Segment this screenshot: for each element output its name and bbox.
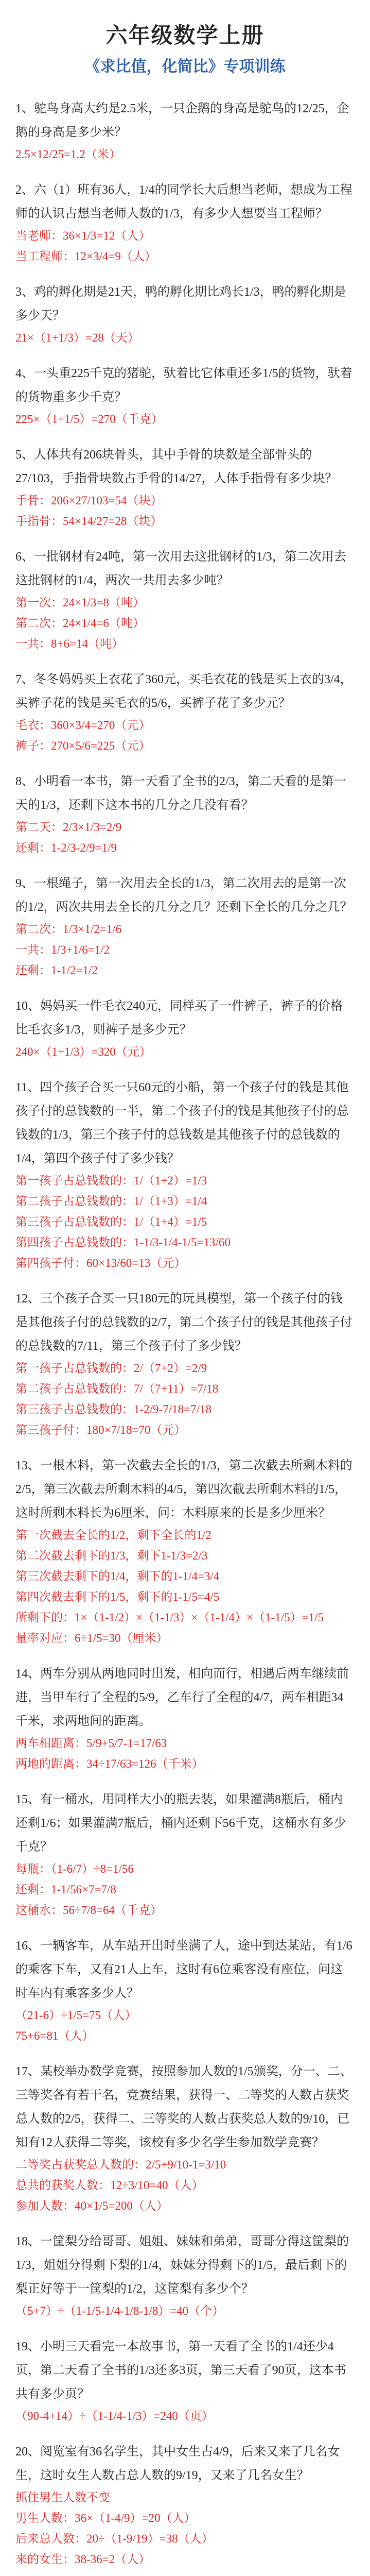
problem-answer: 第三次截去剩下的1/4，剩下的1-1/4=3/4 <box>15 1570 220 1583</box>
problem-answer: 第四孩子付：60×13/60=13（元） <box>15 1257 186 1269</box>
problem-question: 10、妈妈买一件毛衣240元，同样买了一件裤子，裤子的价格比毛衣多1/3，则裤子是多少元？ <box>15 999 343 1037</box>
problem-answer: 参加人数：40×1/5=200（人） <box>15 2199 168 2212</box>
problem-item <box>15 545 355 668</box>
problem-question: 16、一辆客车，从车站开出时坐满了人，途中到达某站，有1/6的乘客下车，又有21人上车，这时有6位乘客没有座位，问这时车内有乘客多少人？ <box>15 1939 353 2000</box>
problem-answer: 手指骨：54×14/27=28（块） <box>15 515 163 528</box>
problem-answer: （5+7）÷（1-1/5-1/4-1/8-1/8）=40（个） <box>15 2304 224 2317</box>
problem-question: 6、一批钢材有24吨，第一次用去这批钢材的1/3，第二次用去这批钢材的1/4，两次一共用去多少吨？ <box>15 550 346 587</box>
problem-answer: 裤子：270×5/6=225（元） <box>15 739 151 752</box>
spacer <box>15 2427 355 2440</box>
spacer <box>15 2046 355 2060</box>
problem-item <box>15 2060 355 2230</box>
problem-item <box>15 97 355 178</box>
spacer <box>15 2321 355 2335</box>
problem-answer: （90-4+14）÷（1-1/4-1/3）=240（页） <box>15 2410 214 2422</box>
problem-answer: 两地的距离：34÷17/63=126（千米） <box>15 1757 204 1770</box>
problem-answer: 当老师：36×1/3=12（人） <box>15 229 151 242</box>
problem-answer: 225×（1+1/5）=270（千克） <box>15 413 163 426</box>
spacer <box>15 1774 355 1788</box>
problem-answer: 第四次截去剩下的1/5，剩下的1-1/5=4/5 <box>15 1590 220 1603</box>
problem-question: 17、某校举办数学竞赛，按照参加人数的1/5颁奖，分一、二、三等奖各有若干名，竞赛结果，获得一、二等奖的人数占获奖总人数的2/5，获得二、三等奖的人数占获奖总人数的9/10，已知有12人获得二等奖，该校有多少名学生参加数学竞赛？ <box>15 2065 353 2149</box>
problem-item <box>15 362 355 443</box>
problem-answer: 来的女生：38-36=2（人） <box>15 2553 151 2566</box>
spacer <box>15 981 355 994</box>
spacer <box>15 1062 355 1076</box>
problem-item <box>15 668 355 770</box>
problem-question: 5、人体共有206块骨头，其中手骨的块数是全部骨头的27/103，手指骨块数占手骨的14/27，人体手指骨有多少块？ <box>15 448 338 485</box>
spacer <box>15 165 355 178</box>
problem-question: 14、两车分别从两地同时出发，相向而行，相遇后两车继续前进，当甲车行了全程的5/9，乙车行了全程的4/7，两车相距34千米，求两地间的距离。 <box>15 1667 349 1728</box>
problem-answer: 毛衣：360×3/4=270（元） <box>15 719 151 732</box>
spacer <box>15 2570 355 2576</box>
problem-answer: 第二孩子占总钱数的：1/（1+3）=1/4 <box>15 1195 207 1208</box>
problem-answer: 第一次：24×1/3=8（吨） <box>15 596 145 609</box>
problem-question: 9、一根绳子，第一次用去全长的1/3，第二次用去的是第一次的1/2，两次共用去全长的几分之几？还剩下全长的几分之几？ <box>15 877 353 914</box>
problem-answer: 第二次：1/3×1/2=1/6 <box>15 923 122 936</box>
spacer <box>15 858 355 872</box>
problem-answer: 第二次：24×1/4=6（吨） <box>15 617 145 630</box>
problem-answer: 第一次截去全长的1/2，剩下全长的1/2 <box>15 1529 212 1541</box>
problem-answer: 这桶水：56÷7/8=64（千克） <box>15 1904 162 1917</box>
problem-answer: 所剩下的：1×（1-1/2）×（1-1/3）×（1-1/4）×（1-1/5）=1/5 <box>15 1611 324 1624</box>
problem-answer: 量率对应：6÷1/5=30（厘米） <box>15 1632 168 1645</box>
problem-question: 11、四个孩子合买一只60元的小船，第一个孩子付的钱是其他孩子付的总钱数的一半，第二个孩子付的钱是其他孩子付的总钱数的1/3，第三个孩子付的总钱数是其他孩子付的总钱数的1/4，第四个孩子付了多少钱？ <box>15 1081 349 1165</box>
problem-item <box>15 178 355 280</box>
problem-answer: 当工程师：12×3/4=9（人） <box>15 250 156 263</box>
problem-answer: 抓住男生人数不变 <box>15 2491 110 2504</box>
spacer <box>15 532 355 545</box>
spacer <box>15 756 355 770</box>
problem-question: 12、三个孩子合买一只180元的玩具模型，第一个孩子付的钱是其他孩子付的总钱数的2/7，第二个孩子付的钱是其他孩子付的总钱数的7/11，第三个孩子付了多少钱？ <box>15 1292 353 1353</box>
problem-answer: 还剩：1-1/2=1/2 <box>15 964 98 977</box>
problem-question: 18、一筐梨分给哥哥、姐姐、妹妹和弟弟，哥哥分得这筐梨的1/3，姐姐分得剩下梨的1/4，妹妹分得剩下的1/5，最后剩下的梨正好等于一筐梨的1/2，这筐梨有多少个？ <box>15 2235 349 2296</box>
spacer <box>15 1440 355 1454</box>
problem-answer: 一共：1/3+1/6=1/2 <box>15 943 110 956</box>
problem-question: 7、冬冬妈妈买上衣花了360元，买毛衣花的钱是买上衣的3/4，买裤子花的钱是买毛衣的5/6，买裤子花了多少元？ <box>15 673 353 710</box>
problem-answer: （21-6）÷1/5=75（人） <box>15 2009 137 2022</box>
problem-item <box>15 1454 355 1662</box>
problem-answer: 第一孩子占总钱数的：1/（1+2）=1/3 <box>15 1174 207 1187</box>
problem-answer: 21×（1+1/3）=28（天） <box>15 331 139 344</box>
problem-question: 19、小明三天看完一本故事书，第一天看了全书的1/4还少4页，第二天看了全书的1/3还多3页，第三天看了90页，这本书共有多少页？ <box>15 2340 346 2401</box>
page-subtitle: 《求比值，化简比》专项训练 <box>84 58 286 75</box>
problem-answer: 第二天：2/3×1/3=2/9 <box>15 821 122 834</box>
problem-answer: 每瓶：（1-6/7）÷8=1/56 <box>15 1862 134 1875</box>
problem-item <box>15 2230 355 2335</box>
problem-item <box>15 770 355 872</box>
problem-item <box>15 1788 355 1934</box>
problem-answer: 2.5×12/25=1.2（米） <box>15 148 121 161</box>
problem-item <box>15 1287 355 1454</box>
problem-question: 13、一根木料，第一次截去全长的1/3，第二次截去所剩木料的2/5，第三次截去所剩木料的4/5，第四次截去所剩木料的1/5，这时所剩木料长为6厘米，问：木料原来的长是多少厘米？ <box>15 1459 353 1520</box>
problem-question: 15、有一桶水，用同样大小的瓶去装，如果灌满8瓶后，桶内还剩1/6；如果灌满7瓶后，桶内还剩下56千克，这桶水有多少千克？ <box>15 1793 346 1854</box>
spacer <box>15 2216 355 2230</box>
problem-item <box>15 1934 355 2060</box>
problem-item <box>15 2335 355 2440</box>
problem-answer: 75+6=81（人） <box>15 2029 94 2042</box>
problem-item <box>15 2440 355 2576</box>
problem-item <box>15 872 355 994</box>
problem-question: 1、鸵鸟身高大约是2.5米，一只企鹅的身高是鸵鸟的12/25，企鹅的身高是多少米？ <box>15 102 349 139</box>
problem-question: 4、一头重225千克的猪驼，驮着比它体重还多1/5的货物，驮着的货物重多少千克？ <box>15 367 353 404</box>
problem-answer: 第二孩子占总钱数的：7/（7+11）=7/18 <box>15 1382 219 1395</box>
problem-item <box>15 1076 355 1287</box>
problem-item <box>15 1662 355 1788</box>
problem-item <box>15 280 355 362</box>
problem-answer: 手骨：206×27/103=54（块） <box>15 494 163 507</box>
problem-answer: 两车相距离：5/9+5/7-1=17/63 <box>15 1737 167 1750</box>
problem-question: 20、阅览室有36名学生，其中女生占4/9，后来又来了几名女生，这时女生人数占总人数的9/19，又来了几名女生？ <box>15 2445 340 2482</box>
problem-question: 2、六（1）班有36人，1/4的同学长大后想当老师，想成为工程师的认识占想当老师人数的1/3，有多少人想要当工程师？ <box>15 183 353 221</box>
spacer <box>15 1649 355 1662</box>
problem-answer: 240×（1+1/3）=320（元） <box>15 1045 151 1058</box>
spacer <box>15 348 355 362</box>
spacer <box>15 654 355 668</box>
problem-question: 3、鸡的孵化期是21天，鸭的孵化期比鸡长1/3，鸭的孵化期是多少天？ <box>15 285 346 323</box>
spacer <box>15 1921 355 1934</box>
problem-answer: 第三孩子付：180×7/18=70（元） <box>15 1423 186 1436</box>
problem-answer: 第二次截去剩下的1/3，剩下1-1/3=2/3 <box>15 1549 208 1562</box>
problem-item <box>15 994 355 1076</box>
problem-answer: 还剩：1-1/56×7=7/8 <box>15 1883 116 1896</box>
problem-answer: 后来总人数：20÷（1-9/19）=38（人） <box>15 2532 214 2545</box>
problem-answer: 第三孩子占总钱数的：1/（1+4）=1/5 <box>15 1215 207 1228</box>
problem-answer: 还剩：1-2/3-2/9=1/9 <box>15 841 117 854</box>
spacer <box>15 430 355 443</box>
problem-answer: 第三孩子占总钱数的：1-2/9-7/18=7/18 <box>15 1403 212 1416</box>
problem-answer: 二等奖占获奖总人数的：2/5+9/10-1=3/10 <box>15 2158 226 2171</box>
problem-answer: 总共的获奖人数：12÷3/10=40（人） <box>15 2179 204 2192</box>
problem-question: 8、小明看一本书，第一天看了全书的2/3，第二天看的是第一天的1/3，还剩下这本书的几分之几没有看？ <box>15 775 346 812</box>
spacer <box>15 1274 355 1287</box>
problem-answer: 一共：8+6=14（吨） <box>15 637 124 650</box>
problem-answer: 第一孩子占总钱数的：2/（7+2）=2/9 <box>15 1362 207 1375</box>
problem-list <box>15 97 355 2576</box>
problem-answer: 第四孩子占总钱数的：1-1/3-1/4-1/5=13/60 <box>15 1236 231 1249</box>
problem-answer: 男生人数：36×（1-4/9）=20（人） <box>15 2512 196 2524</box>
spacer <box>15 267 355 280</box>
problem-item <box>15 443 355 545</box>
page-title: 六年级数学上册 <box>105 24 265 48</box>
